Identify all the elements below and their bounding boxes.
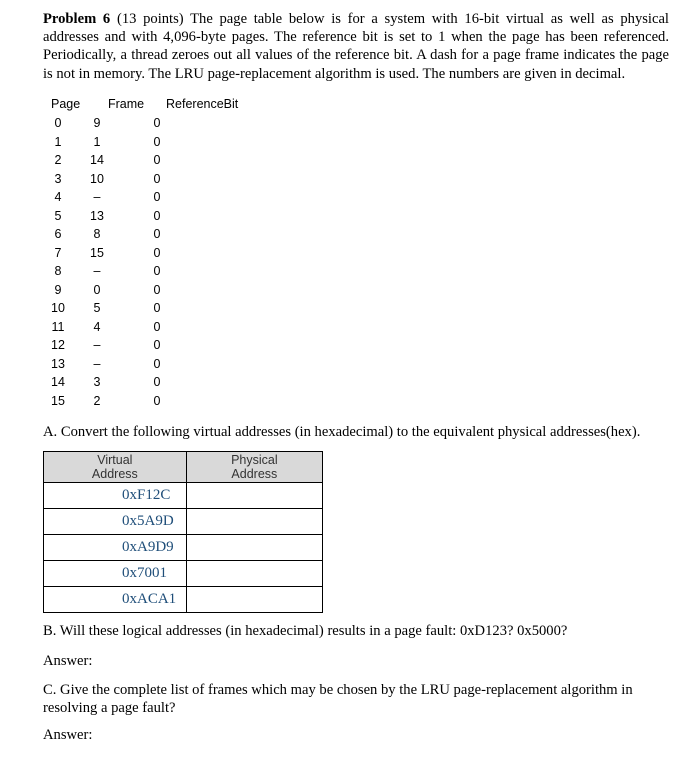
table-row [44, 535, 323, 561]
reference-bit-cell: 0 [153, 134, 161, 149]
table-row [44, 587, 323, 613]
frame-cell: 9 [93, 116, 101, 130]
table-row [44, 483, 323, 509]
reference-bit-cell: 0 [153, 282, 161, 297]
page-number-cell: 10 [51, 301, 65, 315]
frame-cell: 1 [93, 134, 101, 149]
physical-address-cell[interactable] [186, 535, 322, 561]
frame-cell: 0 [93, 282, 101, 297]
frame-cell: 13 [90, 208, 104, 223]
page-number-cell: 1 [54, 134, 62, 149]
page-number-cell: 13 [51, 356, 65, 371]
reference-bit-cell: 0 [153, 264, 161, 278]
frame-header: Frame [108, 97, 145, 111]
reference-bit-cell: 0 [153, 190, 161, 204]
table-row [44, 561, 323, 587]
frame-cell: 14 [90, 153, 104, 167]
physical-address-cell[interactable] [186, 587, 322, 613]
reference-bit-cell: 0 [153, 301, 161, 315]
part-b-answer-label: Answer: [43, 653, 93, 669]
reference-bit-cell: 0 [153, 356, 161, 371]
page-number-cell: 4 [54, 190, 62, 204]
physical-address-cell[interactable] [186, 509, 322, 535]
physical-address-cell[interactable] [186, 483, 322, 509]
reference-bit-cell: 0 [153, 245, 161, 260]
frame-cell: 3 [93, 375, 101, 389]
frame-cell: 5 [93, 301, 101, 315]
page-number-cell: 12 [51, 338, 65, 352]
problem-points: (13 points) [116, 11, 184, 27]
page-number-cell: 2 [54, 153, 62, 167]
part-a-prompt: A. Convert the following virtual addresses (in hexadecimal) to the equivalent physical addresses(hex). [43, 424, 641, 440]
page-header: Page [51, 97, 81, 111]
reference-bit-cell: 0 [153, 319, 161, 334]
part-c-prompt: C. Give the complete list of frames which may be chosen by the LRU page-replacement algorithm in resolving a page fault? [43, 682, 633, 716]
physical-header-line2: Address [231, 467, 278, 481]
virtual-header-line1: Virtual [97, 453, 133, 467]
virtual-address-cell: 0xA9D9 [44, 535, 187, 561]
physical-address-cell[interactable] [186, 561, 322, 587]
problem-title: Problem 6 [43, 11, 111, 27]
virtual-header-line2: Address [91, 467, 138, 481]
table-row [44, 509, 323, 535]
reference-bit-cell: 0 [153, 375, 161, 389]
virtual-address-cell: 0x7001 [44, 561, 187, 587]
virtual-address-cell: 0xF12C [44, 483, 187, 509]
address-table-header [44, 452, 323, 483]
reference-bit-header: ReferenceBit [166, 97, 239, 111]
frame-cell: 2 [93, 393, 101, 408]
reference-bit-cell: 0 [153, 338, 161, 352]
page-number-cell: 5 [54, 208, 62, 223]
reference-bit-cell: 0 [153, 393, 161, 408]
page-number-cell: 14 [51, 375, 65, 389]
reference-bit-cell: 0 [153, 171, 161, 186]
part-b-prompt: B. Will these logical addresses (in hexadecimal) results in a page fault: 0xD123? 0x5000? [43, 623, 568, 639]
reference-bit-cell: 0 [153, 153, 161, 167]
frame-cell: 4 [93, 319, 101, 334]
page-number-cell: 0 [54, 116, 62, 130]
address-table [43, 451, 323, 613]
virtual-address-cell: 0xACA1 [44, 587, 187, 613]
physical-header-line1: Physical [231, 453, 278, 467]
frame-cell: – [93, 264, 101, 278]
frame-cell: – [93, 338, 101, 352]
virtual-address-header [44, 452, 187, 483]
frame-cell: – [93, 356, 101, 371]
page-number-cell: 15 [51, 393, 65, 408]
page-number-cell: 7 [54, 245, 62, 260]
physical-address-header [186, 452, 322, 483]
reference-bit-cell: 0 [153, 227, 161, 241]
page-number-cell: 6 [54, 227, 62, 241]
page-number-cell: 9 [54, 282, 62, 297]
page-number-cell: 11 [51, 319, 65, 334]
page-number-cell: 8 [54, 264, 62, 278]
frame-cell: 15 [90, 245, 104, 260]
reference-bit-cell: 0 [153, 208, 161, 223]
frame-cell: – [93, 190, 101, 204]
virtual-address-cell: 0x5A9D [44, 509, 187, 535]
frame-cell: 8 [93, 227, 101, 241]
problem-text: The page table below is for a system with 16-bit virtual as well as physical addresses and with 4,096-byte pages. The reference bit is set to 1 when the page has been referenced. Periodically, a thread zeroes out all values of the reference bit. A dash for a page frame indicates the page is not in memory. The LRU page-replacement algorithm is used. The numbers are given in decimal. [43, 11, 669, 82]
reference-bit-cell: 0 [153, 116, 161, 130]
frame-cell: 10 [90, 171, 104, 186]
page-number-cell: 3 [54, 171, 62, 186]
part-c-answer-label: Answer: [43, 727, 93, 743]
